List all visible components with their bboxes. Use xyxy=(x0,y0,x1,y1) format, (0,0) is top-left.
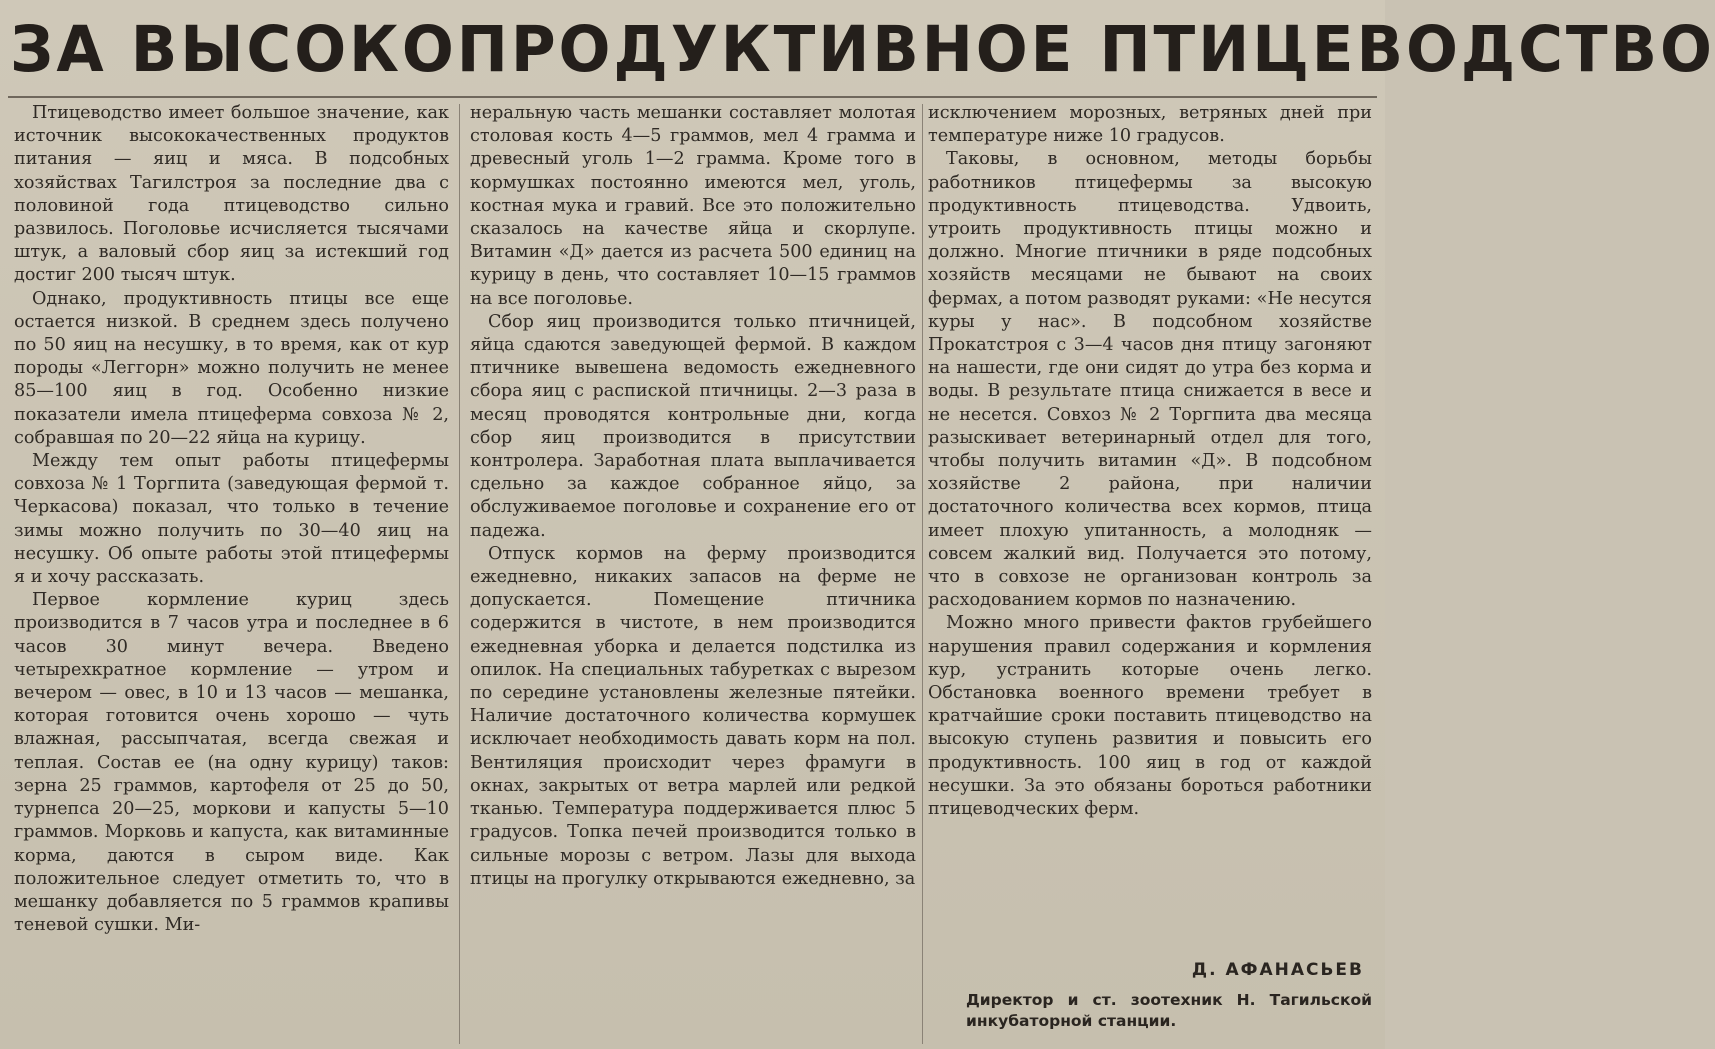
paragraph: Можно много привести фактов грубейшего нарушения правил содержания и кормления кур, устранить которые очень легко. Обстановка военного времени требует в кратчайшие сроки поставить птицеводство на высокую ступень развития и повысить его продуктивность. 100 яиц в год от каждой несушки. За это обязаны бороться работники птицеводческих ферм. xyxy=(928,613,1372,820)
article-column-2 xyxy=(470,102,916,1047)
article-column-1 xyxy=(14,102,449,1047)
headline-rule xyxy=(8,96,1377,98)
paragraph: Первое кормление куриц здесь производится в 7 часов утра и последнее в 6 часов 30 минут вечера. Введено четырехкратное кормление — утром и вечером — овес, в 10 и 13 часов — мешанка, которая готовится очень хорошо — чуть влажная, рассыпчатая, всегда свежая и теплая. Состав ее (на одну курицу) таков: зерна 25 граммов, картофеля от 25 до 50, турнепса 20—25, моркови и капусты 5—10 граммов. Морковь и капуста, как витаминные корма, даются в сыром виде. Как положительное следует отметить то, что в мешанку добавляется по 5 граммов крапивы теневой сушки. Ми- xyxy=(14,590,449,936)
paragraph: Отпуск кормов на ферму производится ежедневно, никаких запасов на ферме не допускается. Помещение птичника содержится в чистоте, в нем производится ежедневная уборка и делается подстилка из опилок. На специальных табуретках с вырезом по середине установлены железные пятейки. Наличие достаточного количества кормушек исключает необходимость давать корм на пол. Вентиляция происходит через фрамуги в окнах, закрытых от ветра марлей или редкой тканью. Температура поддерживается плюс 5 градусов. Топка печей производится только в сильные морозы с ветром. Лазы для выхода птицы на прогулку открываются ежедневно, за xyxy=(470,543,916,889)
signature-block xyxy=(928,960,1372,1032)
paragraph: Таковы, в основном, методы борьбы работников птицефермы за высокую продуктивность птицеводства. Удвоить, утроить продуктивность птицы можно и должно. Многие птичники в ряде подсобных хозяйств месяцами не бывают на своих фермах, а потом разводят руками: «Не несутся куры у нас». В подсобном хозяйстве Прокатстроя с 3—4 часов дня птицу загоняют на нашести, где они сидят до утра без корма и воды. В результате птица снижается в весе и не несется. Совхоз № 2 Торгпита два месяца разыскивает ветеринарный отдел для того, чтобы получить витамин «Д». В подсобном хозяйстве 2 района, при наличии достаточного количества всех кормов, птица имеет плохую упитанность, а молодняк — совсем жалкий вид. Получается это потому, что в совхозе не организован контроль за расходованием кормов по назначению. xyxy=(928,149,1372,611)
paragraph: Птицеводство имеет большое значение, как источник высококачественных продуктов питания — яиц и мяса. В подсобных хозяйствах Тагилстроя за последние два с половиной года птицеводство сильно развилось. Поголовье исчисляется тысячами штук, а валовый сбор яиц за истекший год достиг 200 тысяч штук. xyxy=(14,103,449,286)
paragraph: Однако, продуктивность птицы все еще остается низкой. В среднем здесь получено по 50 яиц на несушку, в то время, как от кур породы «Леггорн» можно получить не менее 85—100 яиц в год. Особенно низкие показатели имела птицеферма совхоза № 2, собравшая по 20—22 яйца на курицу. xyxy=(14,288,449,448)
author-title: Директор и ст. зоотехник Н. Тагильской инкубаторной станции. xyxy=(966,991,1372,1030)
paragraph: Сбор яиц производится только птичницей, яйца сдаются заведующей фермой. В каждом птичнике вывешена ведомость ежедневного сбора яиц с распиской птичницы. 2—3 раза в месяц проводятся контрольные дни, когда сбор яиц производится в присутствии контролера. Заработная плата выплачивается сдельно за каждое собранное яйцо, за обслуживаемое поголовье и сохранение его от падежа. xyxy=(470,311,916,541)
article-column-3 xyxy=(928,102,1372,972)
article-headline: ЗА ВЫСОКОПРОДУКТИВНОЕ ПТИЦЕВОДСТВО xyxy=(10,13,1715,86)
paragraph: Между тем опыт работы птицефермы совхоза № 1 Торгпита (заведующая фермой т. Черкасова) показал, что только в течение зимы можно получить по 30—40 яиц на несушку. Об опыте работы этой птицефермы я и хочу рассказать. xyxy=(14,451,449,588)
column-divider xyxy=(922,104,923,1044)
column-divider xyxy=(459,104,460,1044)
paragraph: исключением морозных, ветряных дней при температуре ниже 10 градусов. xyxy=(928,103,1372,147)
author-name: Д. АФАНАСЬЕВ xyxy=(1191,960,1364,980)
paragraph: неральную часть мешанки составляет молотая столовая кость 4—5 граммов, мел 4 грамма и древесный уголь 1—2 грамма. Кроме того в кормушках постоянно имеются мел, уголь, костная мука и гравий. Все это положительно сказалось на качестве яйца и скорлупе. Витамин «Д» дается из расчета 500 единиц на курицу в день, что составляет 10—15 граммов на все поголовье. xyxy=(470,103,916,309)
